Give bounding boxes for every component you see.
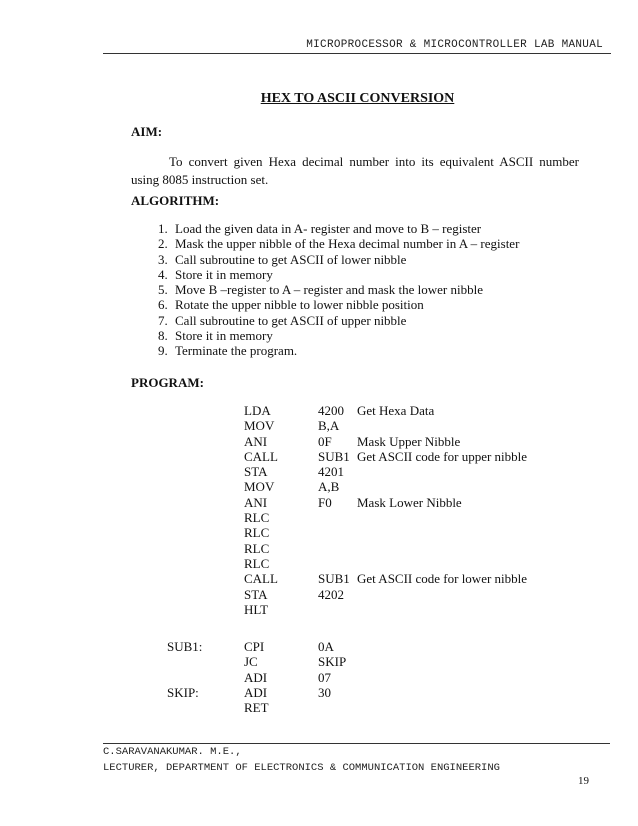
program-opcode: CALL <box>244 448 278 464</box>
program-opcode: ADI <box>244 685 268 701</box>
program-operand: 0A <box>318 639 334 655</box>
program-operand: 4201 <box>318 464 344 480</box>
program-operand: SKIP <box>318 654 347 670</box>
program-opcode: CALL <box>244 571 278 587</box>
algorithm-step: 9. Terminate the program. <box>171 343 519 358</box>
footer-designation: LECTURER, DEPARTMENT OF ELECTRONICS & COMMUNICATION ENGINEERING <box>103 762 500 774</box>
program-opcode: ADI <box>244 669 268 685</box>
program-operand: 30 <box>318 685 331 701</box>
algorithm-heading: ALGORITHM: <box>131 193 220 208</box>
program-comment: Get ASCII code for lower nibble <box>357 571 528 587</box>
program-opcode: RLC <box>244 510 270 526</box>
algorithm-step: 4. Store it in memory <box>171 267 519 282</box>
program-comment: Get Hexa Data <box>357 403 435 418</box>
algorithm-step: 5. Move B –register to A – register and mask the lower nibble <box>171 282 519 297</box>
program-opcode: RLC <box>244 555 270 571</box>
program-opcode: HLT <box>244 601 269 617</box>
program-opcode: CPI <box>244 639 265 655</box>
program-operand: F0 <box>318 494 332 510</box>
program-opcode: RET <box>244 700 269 716</box>
program-opcode: ANI <box>244 494 268 510</box>
footer-rule <box>103 743 610 744</box>
program-comment: Mask Lower Nibble <box>357 494 462 510</box>
program-operand: B,A <box>318 418 340 434</box>
program-opcode: RLC <box>244 525 270 541</box>
header-rule <box>103 53 611 54</box>
running-header: MICROPROCESSOR & MICROCONTROLLER LAB MANUAL <box>306 39 603 51</box>
algorithm-step: 3. Call subroutine to get ASCII of lower nibble <box>171 252 519 267</box>
program-operand: SUB1 <box>318 448 350 464</box>
algorithm-steps <box>145 221 519 359</box>
program-opcode: MOV <box>244 418 275 434</box>
algorithm-step: 8. Store it in memory <box>171 328 519 343</box>
program-opcode: JC <box>244 654 258 670</box>
page-title: HEX TO ASCII CONVERSION <box>260 91 455 106</box>
footer-author: C.SARAVANAKUMAR. M.E., <box>103 746 242 758</box>
program-heading: PROGRAM: <box>131 375 204 390</box>
program-operand: 07 <box>318 669 331 685</box>
algorithm-step: 2. Mask the upper nibble of the Hexa decimal number in A – register <box>171 236 519 251</box>
program-opcode: STA <box>244 586 268 602</box>
program-comment: Mask Upper Nibble <box>357 433 461 449</box>
program-opcode: STA <box>244 464 268 480</box>
program-operand: SUB1 <box>318 571 350 587</box>
program-opcode: MOV <box>244 479 275 495</box>
algorithm-step: 1. Load the given data in A- register and move to B – register <box>171 221 519 236</box>
program-opcode: RLC <box>244 540 270 556</box>
page-number: 19 <box>578 775 589 787</box>
program-label: SUB1: <box>167 639 203 655</box>
program-operand: 4202 <box>318 586 344 602</box>
program-label: SKIP: <box>167 685 199 701</box>
program-operand: 4200 <box>318 403 344 418</box>
program-operand: 0F <box>318 433 332 449</box>
program-opcode: ANI <box>244 433 268 449</box>
program-comment: Get ASCII code for upper nibble <box>357 448 528 464</box>
aim-heading: AIM: <box>131 124 163 139</box>
aim-text: To convert given Hexa decimal number into its equivalent ASCII number using 8085 instruction set. <box>131 154 579 187</box>
program-opcode: LDA <box>244 403 271 418</box>
algorithm-step: 7. Call subroutine to get ASCII of upper nibble <box>171 313 519 328</box>
algorithm-step: 6. Rotate the upper nibble to lower nibble position <box>171 297 519 312</box>
program-operand: A,B <box>318 479 340 495</box>
